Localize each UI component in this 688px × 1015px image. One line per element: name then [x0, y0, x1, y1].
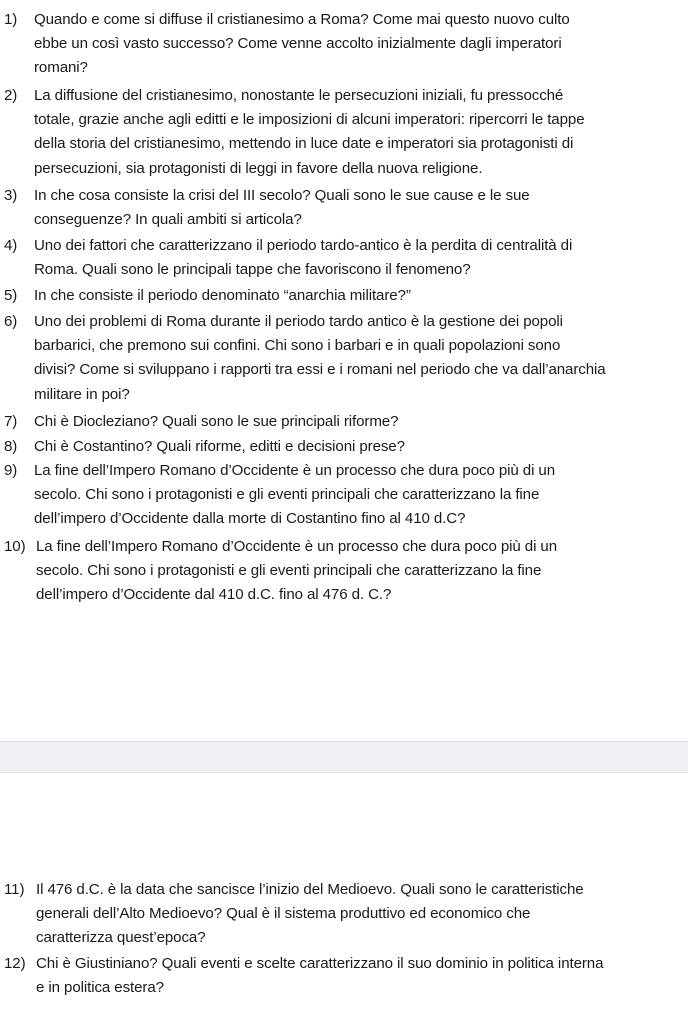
- question-8: [4, 435, 688, 459]
- question-text-line: ebbe un così vasto successo? Come venne accolto inizialmente dagli imperatori: [34, 35, 562, 53]
- question-number: 4): [4, 237, 18, 254]
- question-2: [4, 84, 688, 181]
- question-6: [4, 310, 688, 407]
- question-number: 10): [4, 538, 26, 555]
- question-number: 2): [4, 87, 18, 104]
- question-text-line: secolo. Chi sono i protagonisti e gli eventi principali che caratterizzano la fine: [36, 562, 542, 580]
- question-12: [4, 952, 688, 1000]
- question-number: 6): [4, 313, 18, 330]
- question-text-line: Quando e come si diffuse il cristianesimo a Roma? Come mai questo nuovo culto: [34, 11, 570, 28]
- question-text-line: persecuzioni, sia protagonisti di leggi in favore della nuova religione.: [34, 159, 483, 177]
- question-text-line: militare in poi?: [34, 385, 130, 403]
- question-text-line: generali dell’Alto Medioevo? Qual è il sistema produttivo ed economico che: [36, 905, 531, 923]
- question-number: 9): [4, 462, 18, 479]
- question-text-line: Roma. Quali sono le principali tappe che favoriscono il fenomeno?: [34, 261, 471, 279]
- question-text-line: La fine dell’Impero Romano d’Occidente è un processo che dura poco più di un: [36, 538, 558, 555]
- question-number: 12): [4, 955, 26, 972]
- question-text-line: barbarici, che premono sui confini. Chi sono i barbari e in quali popolazioni sono: [34, 337, 561, 355]
- question-text-line: secolo. Chi sono i protagonisti e gli eventi principali che caratterizzano la fine: [34, 486, 540, 504]
- question-text-line: In che consiste il periodo denominato “anarchia militare?”: [34, 287, 411, 304]
- question-text-line: dell’impero d’Occidente dalla morte di Costantino fino al 410 d.C?: [34, 510, 466, 528]
- question-text-line: romani?: [34, 59, 88, 77]
- question-number: 7): [4, 413, 18, 430]
- question-text-line: e in politica estera?: [36, 979, 164, 997]
- question-text-line: della storia del cristianesimo, mettendo in luce date e imperatori sia protagonisti di: [34, 135, 574, 153]
- question-text-line: Chi è Costantino? Quali riforme, editti e decisioni prese?: [34, 438, 405, 455]
- question-text-line: dell’impero d’Occidente dal 410 d.C. fino al 476 d. C.?: [36, 586, 392, 604]
- question-text-line: Chi è Diocleziano? Quali sono le sue principali riforme?: [34, 413, 399, 430]
- question-number: 8): [4, 438, 18, 455]
- question-number: 1): [4, 11, 18, 28]
- question-9: [4, 459, 688, 532]
- question-text-line: Uno dei problemi di Roma durante il periodo tardo antico è la gestione dei popoli: [34, 313, 563, 330]
- question-number: 3): [4, 187, 18, 204]
- question-text-line: Chi è Giustiniano? Quali eventi e scelte caratterizzano il suo dominio in politica interna: [36, 955, 604, 972]
- question-3: [4, 184, 688, 232]
- page-break-separator: [0, 741, 688, 773]
- question-text-line: totale, grazie anche agli editti e le imposizioni di alcuni imperatori: ripercorri le tappe: [34, 111, 585, 129]
- question-1: [4, 8, 688, 81]
- question-number: 5): [4, 287, 18, 304]
- question-text-line: In che cosa consiste la crisi del III secolo? Quali sono le sue cause e le sue: [34, 187, 530, 204]
- question-4: [4, 234, 688, 282]
- question-7: [4, 410, 688, 434]
- question-5: [4, 284, 688, 308]
- question-text-line: conseguenze? In quali ambiti si articola?: [34, 211, 302, 229]
- question-10: [4, 535, 688, 608]
- question-text-line: La diffusione del cristianesimo, nonostante le persecuzioni iniziali, fu pressocché: [34, 87, 564, 104]
- question-text-line: Il 476 d.C. è la data che sancisce l’inizio del Medioevo. Quali sono le caratteristiche: [36, 881, 584, 898]
- question-text-line: Uno dei fattori che caratterizzano il periodo tardo-antico è la perdita di centralità di: [34, 237, 573, 254]
- question-text-line: divisi? Come si sviluppano i rapporti tra essi e i romani nel periodo che va dall’anarchia: [34, 361, 606, 379]
- question-text-line: caratterizza quest’epoca?: [36, 929, 206, 947]
- question-11: [4, 878, 688, 951]
- question-text-line: La fine dell’Impero Romano d’Occidente è un processo che dura poco più di un: [34, 462, 556, 479]
- question-number: 11): [4, 881, 25, 898]
